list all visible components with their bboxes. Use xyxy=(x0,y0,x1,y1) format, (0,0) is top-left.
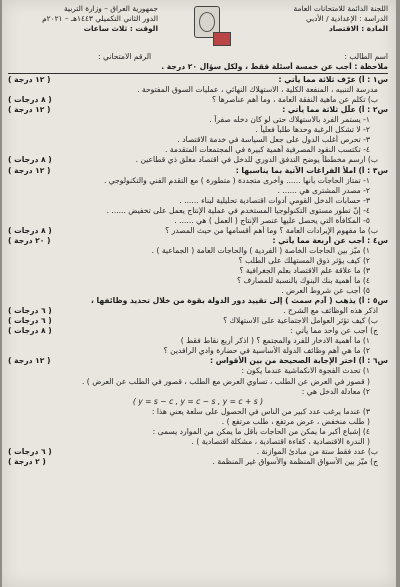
mark-label: ( ١٢ درجة ) xyxy=(8,75,51,85)
exam-header xyxy=(8,4,388,52)
question-line xyxy=(8,346,388,356)
question-list xyxy=(8,75,388,467)
line-text: ب) كيف تؤثر العوامل الاجتماعية على الاستهلاك ؟ xyxy=(223,316,378,326)
mark-label: ( ٢٠ درجة ) xyxy=(8,235,51,245)
exam-round: الدور الثاني التكميلي ١٤٤٣هـ – ٢٠٢١م xyxy=(42,14,158,23)
question-line xyxy=(8,366,388,376)
line-text: ٤) إشباع أكبر ما يمكن من الحاجات بأقل ما يمكن من الموارد يسمى : xyxy=(152,426,370,436)
line-text: ب) عدد فقط ستة من مبادئ الموازنة . xyxy=(256,446,378,456)
question-heading xyxy=(8,296,388,306)
question-line xyxy=(8,176,388,186)
mark-label: ( ١٢ درجة ) xyxy=(8,356,51,366)
line-text: ٥- المكافأة التي يحصل عليها عنصر الإنتاج ( العمل ) هي ...... . xyxy=(174,215,370,225)
study-branch: الدراسة : الإعدادية / الأدبي xyxy=(305,14,388,23)
mark-label: ( ١٢ درجة ) xyxy=(8,165,51,175)
line-text: ( y = s − c , y = c − s , y = c + s ) xyxy=(132,396,264,406)
question-line xyxy=(8,256,388,266)
flag-icon xyxy=(213,32,231,46)
committee-name: اللجنة الدائمة للامتحانات العامة xyxy=(293,4,388,13)
question-heading xyxy=(8,105,388,115)
question-line xyxy=(8,276,388,286)
line-text: ٤- تكتسب النقود المصرفية أهمية كبيرة في المجتمعات المتقدمة . xyxy=(164,145,370,155)
line-text: ٣- حسابات الدخل القومي أدوات اقتصادية تحليلية لبناء ...... . xyxy=(179,195,370,205)
question-line xyxy=(8,85,388,95)
line-text: س٣ : أ) املأ الفراغات الآتية بما يناسبها : xyxy=(235,165,388,175)
line-text: ٢- مصدر المشترى هي ...... . xyxy=(277,185,370,195)
exam-number-label: الرقم الامتحاني : xyxy=(98,52,152,61)
line-text: ( قصور في العرض عن الطلب ، تساوي العرض مع الطلب ، قصور في الطلب عن العرض ) . xyxy=(81,376,370,386)
line-text: ج) ميّز بين الأسواق المنظمة والأسواق غير المنظمة . xyxy=(212,456,378,466)
question-line xyxy=(8,407,388,417)
line-text: ١- يستمر الفرد بالاستهلاك حتى لو كان دخله صفراً . xyxy=(209,115,370,125)
question-heading xyxy=(8,166,388,176)
question-line xyxy=(8,266,388,276)
question-line xyxy=(8,387,388,397)
question-line xyxy=(8,115,388,125)
line-text: مدرسة التنبيه ، المنفعة الكلية ، الاستهلاك النهائي ، عمليات السوق المفتوحة . xyxy=(137,85,378,95)
student-name-label: اسم الطالب : xyxy=(344,52,388,61)
mark-label: ( ٨ درجات ) xyxy=(8,326,52,336)
exam-duration: الوقت : ثلاث ساعات xyxy=(83,24,158,33)
mark-label: ( ٦ درجات ) xyxy=(8,446,52,456)
line-text: ٥) أجب عن شروط العرض . xyxy=(281,286,370,296)
exam-note: ملاحظة : أجب عن خمسة أسئلة فقط ، ولكل سؤال ٢٠ درجة . xyxy=(161,62,388,72)
line-text: ٢- لا تشكل الرغبة وحدها طلباً فعلياً . xyxy=(255,125,370,135)
student-info xyxy=(8,52,388,62)
line-text: ١) ما أهمية الادخار للفرد والمجتمع ؟ ( اذكر أربع نقاط فقط ) xyxy=(180,336,370,346)
line-text: ٤- إنّ تطور مستوى التكنولوجيا المستخدم في عملية الإنتاج يعمل على تخفيض ...... . xyxy=(106,205,370,215)
question-line xyxy=(8,135,388,145)
question-line xyxy=(8,216,388,226)
question-line xyxy=(8,336,388,346)
line-text: ( طلب منخفض ، عرض مرتفع ، طلب مرتفع ) . xyxy=(221,416,370,426)
line-text: س٥ : أ) يذهب ( آدم سمث ) إلى تقييد دور الدولة بقوة من خلال تحديد وظائفها ، xyxy=(90,296,388,306)
subject: المادة : الاقتصاد xyxy=(328,24,388,33)
question-line xyxy=(8,95,388,105)
header-left xyxy=(8,4,158,34)
line-text: ٢) معادلة الدخل هي : xyxy=(301,386,370,396)
line-text: ج) أجب عن واحد مما يأتي : xyxy=(290,326,378,336)
question-line xyxy=(8,316,388,326)
line-text: ٣) ما علاقة علم الاقتصاد بعلم الجغرافية ؟ xyxy=(239,265,370,275)
header-right xyxy=(238,4,388,34)
line-text: س٤ : أجب عن أربعة مما يأتي : xyxy=(272,235,388,245)
line-text: ( الندرة الاقتصادية ، كفاءة اقتصادية ، مشكلة اقتصادية ) . xyxy=(191,436,370,446)
question-line xyxy=(8,427,388,437)
mark-label: ( ٨ درجات ) xyxy=(8,155,52,165)
divider xyxy=(8,73,388,74)
question-line xyxy=(8,246,388,256)
question-heading xyxy=(8,236,388,246)
question-line xyxy=(8,377,388,387)
line-text: ب) ما مفهوم الإيرادات العامة ؟ وما أهم أقسامها من حيث المصدر ؟ xyxy=(165,225,378,235)
question-line xyxy=(8,125,388,135)
question-line xyxy=(8,206,388,216)
question-line xyxy=(8,326,388,336)
question-line xyxy=(8,457,388,467)
line-text: ١- تمتاز الحاجات بأنها ...... وأخرى متجددة ( متطورة ) مع التقدم الفني والتكنولوجي . xyxy=(103,175,370,185)
question-line xyxy=(8,155,388,165)
line-text: اذكر هذه الوظائف مع الشرح . xyxy=(283,306,378,316)
line-text: ٢) كيف يؤثر ذوق المستهلك على الطلب ؟ xyxy=(238,255,370,265)
line-text: ٤) ما أهمية بنك البنوك بالنسبة للمصارف ؟ xyxy=(236,276,370,286)
line-text: ب) تكلم عن ماهية النفقة العامة ، وما أهم عناصرها ؟ xyxy=(212,95,378,105)
question-line xyxy=(8,437,388,447)
ministry-name: جمهورية العراق – وزارة التربية xyxy=(64,4,158,13)
mark-label: ( ٦ درجات ) xyxy=(8,306,52,316)
line-text: ١) تحدث الفجوة الانكماشية عندما يكون : xyxy=(241,366,370,376)
line-text: س٢ : أ) علّل ثلاثة مما يأتي : xyxy=(282,105,388,115)
line-text: ٣) عندما يرغب عدد كبير من الناس في الحصول على سلعة يعني هذا : xyxy=(151,406,370,416)
question-line xyxy=(8,286,388,296)
question-line xyxy=(8,186,388,196)
mark-label: ( ٨ درجات ) xyxy=(8,95,52,105)
question-line xyxy=(8,306,388,316)
question-line xyxy=(8,417,388,427)
line-text: س١ : أ) عرّف ثلاثة مما يأتي : xyxy=(278,75,388,85)
line-text: ٢) ما هي أهم وظائف الدولة الأساسية في حضارة وادي الرافدين ؟ xyxy=(163,346,370,356)
line-text: ب) ارسم مخططاً يوضح التدفق الدوري للدخل في اقتصاد مغلق ذي قطاعين . xyxy=(135,155,378,165)
mark-label: ( ٨ درجات ) xyxy=(8,225,52,235)
exam-sheet xyxy=(2,0,396,587)
question-heading xyxy=(8,356,388,366)
mark-label: ( ١٢ درجة ) xyxy=(8,105,51,115)
question-line xyxy=(8,447,388,457)
question-line xyxy=(8,397,388,407)
line-text: ٣- تحرص أغلب الدول على جعل السياسة في خدمة الاقتصاد . xyxy=(177,135,370,145)
mark-label: ( ٢ درجة ) xyxy=(8,456,46,466)
question-heading xyxy=(8,75,388,85)
line-text: ١) ميّز بين الحاجات الخاصة ( الفردية ) والحاجات العامة ( الجماعية ) . xyxy=(151,245,370,255)
line-text: س٦ : أ) اختر الإجابة الصحيحة من بين الأقواس : xyxy=(210,356,388,366)
mark-label: ( ٦ درجات ) xyxy=(8,316,52,326)
question-line xyxy=(8,145,388,155)
question-line xyxy=(8,226,388,236)
question-line xyxy=(8,196,388,206)
